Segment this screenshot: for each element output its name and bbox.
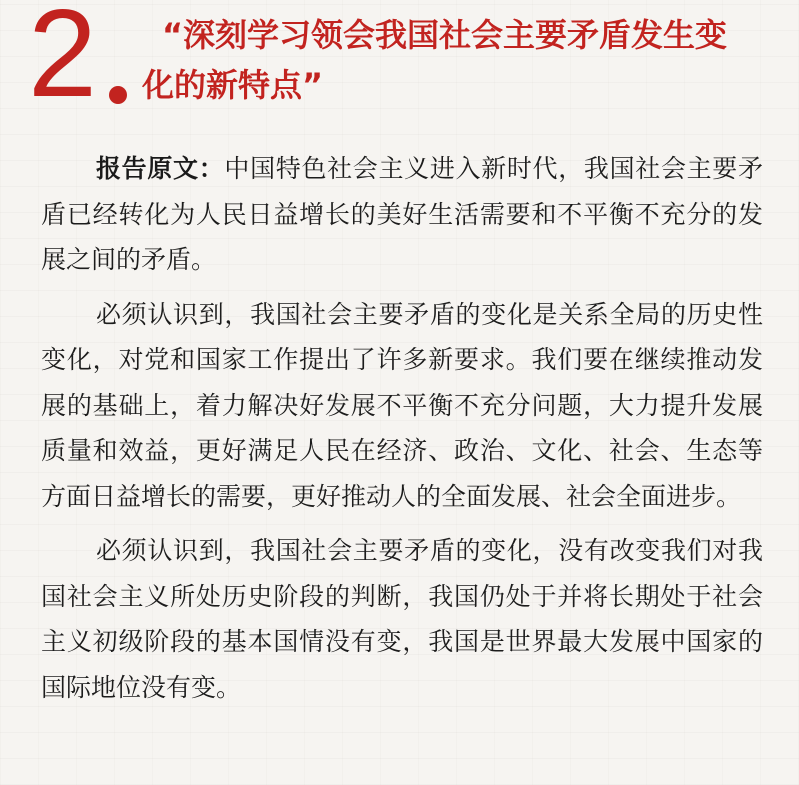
section-header (0, 0, 799, 125)
section-number: 2 (28, 0, 95, 123)
paragraph-2 (41, 292, 763, 520)
paragraph-text: 中国特色社会主义进入新时代，我国社会主要矛盾已经转化为人民日益增长的美好生活需要和不平衡不充分的发展之间的矛盾。 (41, 154, 763, 274)
section-title-line-2: 化的新特点” (142, 66, 324, 104)
paragraph-3 (41, 528, 763, 710)
section-title (142, 10, 782, 110)
section-number-dot (109, 86, 127, 104)
article-body (41, 146, 763, 719)
paragraph-text: 必须认识到，我国社会主要矛盾的变化是关系全局的历史性变化，对党和国家工作提出了许多新要求。我们要在继续推动发展的基础上，着力解决好发展不平衡不充分问题，大力提升发展质量和效益，更好满足人民在经济、政治、文化、社会、生态等方面日益增长的需要，更好推动人的全面发展、社会全面进步。 (41, 299, 763, 511)
paragraph-lead-label: 报告原文： (96, 154, 225, 183)
paragraph-text: 必须认识到，我国社会主要矛盾的变化，没有改变我们对我国社会主义所处历史阶段的判断，我国仍处于并将长期处于社会主义初级阶段的基本国情没有变，我国是世界最大发展中国家的国际地位没有变。 (41, 536, 763, 702)
paragraph-1 (41, 146, 763, 283)
section-title-line-1: “深刻学习领会我国社会主要矛盾发生变 (162, 16, 728, 54)
